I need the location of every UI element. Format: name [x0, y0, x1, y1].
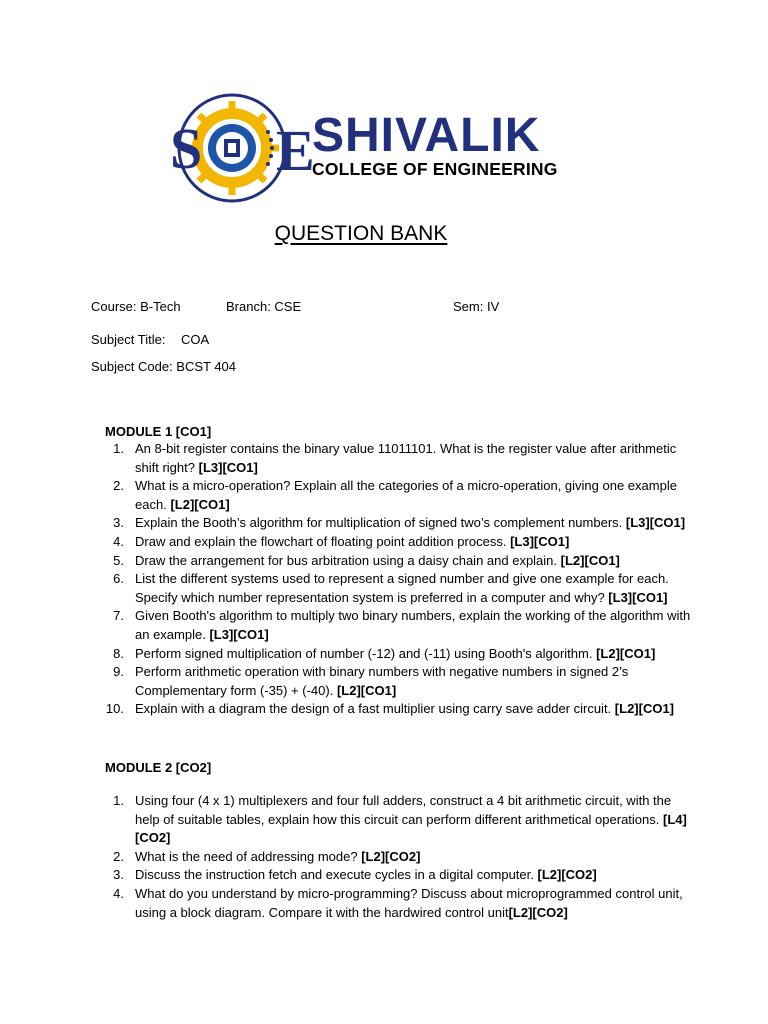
- college-logo: [170, 92, 558, 204]
- question-text: What is a micro-operation? Explain all the categories of a micro-operation, giving one example each.: [135, 478, 677, 512]
- question-text: Using four (4 x 1) multiplexers and four full adders, construct a 4 bit arithmetic circuit, with the help of suitable tables, explain how this circuit can perform different arithmetical operations.: [135, 793, 672, 827]
- question-text: Discuss the instruction fetch and execute cycles in a digital computer.: [135, 867, 534, 883]
- question-number: 1.: [113, 793, 124, 808]
- subject-title-value: COA: [181, 332, 210, 347]
- course-field: Course: B-Tech: [91, 299, 181, 314]
- question-number: 5.: [113, 552, 124, 568]
- branch-field: Branch: CSE: [226, 299, 302, 314]
- module-1-question-list: [96, 440, 696, 719]
- question-text: Given Booth's algorithm to multiply two binary numbers, explain the working of the algorithm with an example.: [135, 608, 691, 642]
- question-tag: [L2][CO2]: [537, 867, 597, 883]
- question-number: 7.: [113, 608, 124, 624]
- question-text: What do you understand by micro-programming? Discuss about microprogrammed control unit, using a block diagram. Compare it with the hardwired control unit: [135, 885, 683, 920]
- question-number: 9.: [113, 664, 124, 680]
- svg-text:S: S: [170, 116, 203, 181]
- question-number: 4.: [113, 533, 124, 549]
- question-text: Draw the arrangement for bus arbitration using a daisy chain and explain.: [135, 552, 558, 568]
- question-tag: [L2][CO1]: [614, 701, 675, 717]
- question-number: 10.: [105, 701, 124, 717]
- question-tag: [L2][CO1]: [170, 496, 230, 512]
- question-tag: [L3][CO1]: [510, 533, 570, 549]
- question-item: [96, 866, 696, 885]
- question-text: Explain the Booth’s algorithm for multiplication of signed two’s complement numbers.: [135, 515, 623, 531]
- subject-code-field: Subject Code: BCST 404: [91, 359, 237, 374]
- question-item: [96, 533, 696, 552]
- question-item: [96, 607, 696, 644]
- question-item: [96, 552, 696, 571]
- module-2-question-list: [96, 792, 696, 922]
- svg-text:E: E: [276, 118, 315, 183]
- subject-title-label: Subject Title:: [91, 332, 166, 347]
- question-number: 2.: [113, 478, 124, 494]
- page-title: QUESTION BANK: [274, 222, 448, 245]
- question-tag: [L3][CO1]: [608, 589, 668, 605]
- question-number: 3.: [113, 515, 124, 531]
- question-tag: [L2][CO1]: [596, 645, 656, 661]
- module-heading: MODULE 2 [CO2]: [105, 760, 212, 775]
- question-item: [96, 477, 696, 514]
- logo-name: SHIVALIK: [312, 109, 541, 162]
- question-item: [96, 514, 696, 533]
- question-tag: [L4][CO2]: [135, 811, 687, 846]
- question-tag: [L2][CO1]: [560, 552, 620, 568]
- question-text: Explain with a diagram the design of a fast multiplier using carry save adder circuit.: [135, 701, 612, 717]
- semester-field: Sem: IV: [453, 299, 500, 314]
- question-item: [96, 792, 696, 848]
- question-number: 8.: [113, 645, 124, 661]
- question-item: [96, 885, 696, 922]
- question-item: [96, 848, 696, 867]
- question-tag: [L2][CO2]: [508, 904, 568, 920]
- question-item: [96, 570, 696, 607]
- question-text: Perform arithmetic operation with binary numbers with negative numbers in signed 2’s Complementary form (-35) + (-40).: [135, 664, 629, 698]
- question-number: 3.: [113, 867, 124, 883]
- question-text: An 8-bit register contains the binary value 11011101. What is the register value after arithmetic shift right?: [135, 441, 677, 475]
- college-seal-icon: [170, 92, 315, 204]
- logo-subtitle: COLLEGE OF ENGINEERING: [312, 159, 558, 179]
- question-tag: [L3][CO1]: [209, 626, 269, 642]
- question-text: List the different systems used to represent a signed number and give one example for each. Specify which number representation system is preferred in a computer and why?: [135, 571, 669, 605]
- question-text: Draw and explain the flowchart of floating point addition process.: [135, 533, 507, 549]
- question-tag: [L2][CO1]: [336, 682, 397, 698]
- module-heading: MODULE 1 [CO1]: [105, 424, 212, 439]
- question-tag: [L3][CO1]: [625, 515, 686, 531]
- question-tag: [L2][CO2]: [361, 848, 421, 864]
- question-item: [96, 700, 696, 719]
- question-item: [96, 645, 696, 664]
- question-text: Perform signed multiplication of number (-12) and (-11) using Booth's algorithm.: [135, 645, 593, 661]
- question-item: [96, 663, 696, 700]
- question-number: 1.: [113, 441, 124, 456]
- question-number: 4.: [113, 885, 124, 901]
- question-number: 6.: [113, 571, 124, 587]
- question-text: What is the need of addressing mode?: [135, 848, 358, 864]
- question-tag: [L3][CO1]: [198, 459, 258, 475]
- question-item: [96, 440, 696, 477]
- question-number: 2.: [113, 848, 124, 864]
